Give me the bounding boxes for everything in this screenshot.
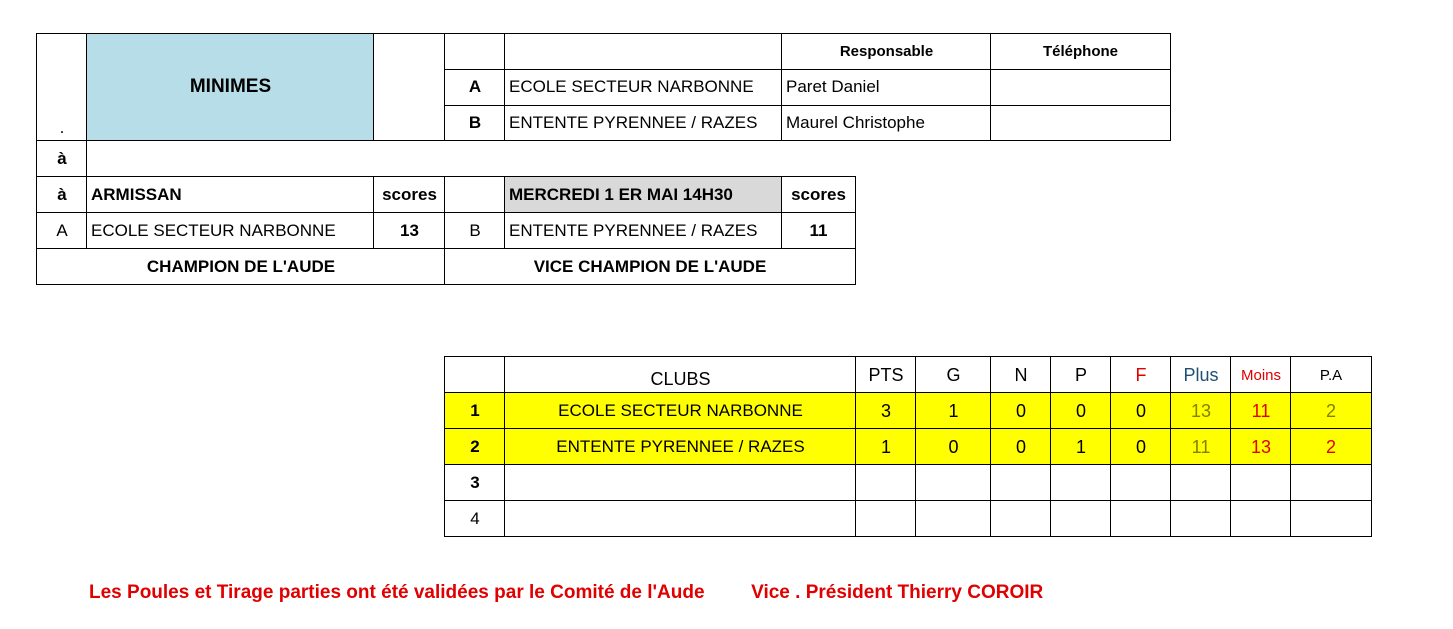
grid-line xyxy=(1170,33,1171,141)
grid-line xyxy=(444,392,1372,393)
table-row-2-g xyxy=(916,429,991,465)
header-pa-label: P.A xyxy=(1319,366,1343,384)
header-clubs-label: CLUBS xyxy=(650,369,711,389)
grid-line xyxy=(855,356,856,537)
grid-line xyxy=(445,69,1171,70)
header-p-label: P xyxy=(1074,364,1087,385)
header-clubs xyxy=(505,357,856,393)
category-label: MINIMES xyxy=(189,76,272,97)
pa-value: 2 xyxy=(1325,436,1336,457)
table-row-1-g xyxy=(916,393,991,429)
row-a-label xyxy=(37,141,87,177)
header-n xyxy=(991,357,1051,393)
header-n-label: N xyxy=(1014,364,1028,385)
table-row-1-rank xyxy=(445,393,505,429)
team-name-b-label: ENTENTE PYRENNEE / RAZES xyxy=(509,113,758,132)
grid-line xyxy=(373,176,374,249)
rank-value: 4 xyxy=(470,509,480,528)
table-row-2-n xyxy=(991,429,1051,465)
pa-value: 2 xyxy=(1325,400,1336,421)
grid-line xyxy=(444,428,1372,429)
venue-cell xyxy=(87,177,374,213)
grid-line xyxy=(1170,356,1171,537)
team-letter-a-label: A xyxy=(468,77,482,96)
table-row-1-f xyxy=(1111,393,1171,429)
responsable-header-label: Responsable xyxy=(839,43,934,60)
grid-line xyxy=(36,140,37,285)
table-row-1-pts xyxy=(856,393,916,429)
grid-line xyxy=(445,105,1171,106)
grid-line xyxy=(444,356,445,537)
grid-line xyxy=(915,356,916,537)
match-team-b-score xyxy=(782,213,855,249)
rank-value: 1 xyxy=(470,401,480,420)
team-letter-a xyxy=(445,69,505,105)
header-pts xyxy=(856,357,916,393)
plus-value: 11 xyxy=(1191,436,1211,457)
row-a-label-text: à xyxy=(57,149,67,168)
club-name: ENTENTE PYRENNEE / RAZES xyxy=(556,437,805,456)
date-label: MERCREDI 1 ER MAI 14H30 xyxy=(509,185,733,204)
team-responsable-a xyxy=(782,69,991,105)
validation-text: Les Poules et Tirage parties ont été validées par le Comité de l'Aude xyxy=(89,582,705,603)
footer-note xyxy=(89,582,1043,604)
venue-label: ARMISSAN xyxy=(91,185,182,204)
grid-line xyxy=(1110,356,1111,537)
dot-mark: . xyxy=(59,118,65,137)
table-row-1-club xyxy=(505,393,856,429)
team-responsable-b-label: Maurel Christophe xyxy=(786,113,925,132)
n-value: 0 xyxy=(1015,400,1026,421)
grid-line xyxy=(36,248,856,249)
table-row-1-moins xyxy=(1231,393,1291,429)
match-team-a-name xyxy=(87,213,374,249)
table-row-3-rank xyxy=(445,465,505,501)
telephone-header-label: Téléphone xyxy=(1042,43,1118,60)
table-row-2-club xyxy=(505,429,856,465)
row-b-label-text: à xyxy=(57,185,67,204)
header-pts-label: PTS xyxy=(868,364,904,385)
grid-line xyxy=(444,464,1372,465)
team-letter-b-label: B xyxy=(468,113,482,132)
team-responsable-b xyxy=(782,105,991,141)
header-f xyxy=(1111,357,1171,393)
scores-header-1-label: scores xyxy=(382,185,437,204)
match-team-a-score xyxy=(374,213,445,249)
pts-value: 1 xyxy=(880,436,891,457)
team-letter-b xyxy=(445,105,505,141)
header-moins-label: Moins xyxy=(1240,366,1281,384)
header-moins xyxy=(1231,357,1291,393)
f-value: 0 xyxy=(1135,400,1146,421)
match-team-a-letter xyxy=(37,213,87,249)
grid-line xyxy=(1290,356,1291,537)
grid-line xyxy=(36,284,856,285)
table-row-2-f xyxy=(1111,429,1171,465)
grid-line xyxy=(1230,356,1231,537)
scores-header-2-label: scores xyxy=(791,185,846,204)
pts-value: 3 xyxy=(880,400,891,421)
grid-line xyxy=(444,536,1372,537)
signature-text: Vice . Président Thierry COROIR xyxy=(751,582,1044,603)
header-f-label: F xyxy=(1135,364,1147,385)
table-row-2-rank xyxy=(445,429,505,465)
p-value: 0 xyxy=(1075,400,1086,421)
header-g xyxy=(916,357,991,393)
rank-value: 3 xyxy=(470,473,480,492)
club-name: ECOLE SECTEUR NARBONNE xyxy=(558,401,803,420)
match-team-b-letter-label: B xyxy=(469,221,481,240)
grid-line xyxy=(444,500,1372,501)
table-row-4-rank xyxy=(445,501,505,537)
grid-line xyxy=(86,140,87,249)
grid-line xyxy=(781,33,782,141)
table-row-1-p xyxy=(1051,393,1111,429)
grid-line xyxy=(36,176,856,177)
table-row-1-pa xyxy=(1291,393,1371,429)
scores-header-1 xyxy=(374,177,445,213)
grid-line xyxy=(444,33,445,141)
p-value: 1 xyxy=(1075,436,1086,457)
grid-line xyxy=(444,176,445,285)
team-name-a xyxy=(505,69,782,105)
header-g-label: G xyxy=(946,364,961,385)
match-team-a-letter-label: A xyxy=(56,221,68,240)
g-value: 0 xyxy=(948,436,959,457)
header-plus-label: Plus xyxy=(1183,364,1219,385)
grid-line xyxy=(990,33,991,141)
match-team-b-name xyxy=(505,213,782,249)
g-value: 1 xyxy=(948,400,959,421)
team-responsable-a-label: Paret Daniel xyxy=(786,77,880,96)
header-pa xyxy=(1291,357,1371,393)
grid-line xyxy=(1050,356,1051,537)
grid-line xyxy=(36,212,856,213)
table-row-2-pa xyxy=(1291,429,1371,465)
table-row-2-moins xyxy=(1231,429,1291,465)
telephone-header xyxy=(991,34,1170,69)
rank-value: 2 xyxy=(470,437,480,456)
champion-label: CHAMPION DE L'AUDE xyxy=(146,257,336,276)
grid-line xyxy=(855,176,856,285)
f-value: 0 xyxy=(1135,436,1146,457)
table-row-2-p xyxy=(1051,429,1111,465)
responsable-header xyxy=(782,34,991,69)
grid-line xyxy=(504,356,505,537)
grid-line xyxy=(504,176,505,249)
grid-line xyxy=(1371,356,1372,537)
grid-line xyxy=(373,33,374,141)
grid-line xyxy=(781,176,782,249)
table-row-2-plus xyxy=(1171,429,1231,465)
scores-header-2 xyxy=(782,177,855,213)
team-name-b xyxy=(505,105,782,141)
grid-line xyxy=(36,140,1171,141)
grid-line xyxy=(504,33,505,141)
grid-line xyxy=(86,33,87,141)
match-team-b-letter xyxy=(445,213,505,249)
table-row-1-n xyxy=(991,393,1051,429)
champion-cell xyxy=(37,249,445,285)
grid-line xyxy=(990,356,991,537)
category-cell xyxy=(87,34,374,140)
date-cell xyxy=(505,177,782,213)
n-value: 0 xyxy=(1015,436,1026,457)
grid-line xyxy=(444,356,1372,357)
team-name-a-label: ECOLE SECTEUR NARBONNE xyxy=(509,77,754,96)
team-telephone-a xyxy=(991,69,1170,105)
table-row-1-plus xyxy=(1171,393,1231,429)
header-p xyxy=(1051,357,1111,393)
plus-value: 13 xyxy=(1190,400,1212,421)
match-team-b-score-value: 11 xyxy=(809,221,828,240)
header-plus xyxy=(1171,357,1231,393)
row-b-label xyxy=(37,177,87,213)
grid-line xyxy=(36,33,37,141)
match-team-b-name-label: ENTENTE PYRENNEE / RAZES xyxy=(509,221,758,240)
grid-line xyxy=(36,33,1171,34)
moins-value: 13 xyxy=(1250,436,1272,457)
table-row-2-pts xyxy=(856,429,916,465)
vice-champion-label: VICE CHAMPION DE L'AUDE xyxy=(533,257,767,276)
team-telephone-b xyxy=(991,105,1170,141)
vice-champion-cell xyxy=(445,249,855,285)
match-team-a-score-value: 13 xyxy=(400,221,419,240)
moins-value: 11 xyxy=(1251,400,1271,421)
dot-cell xyxy=(37,116,87,140)
match-team-a-name-label: ECOLE SECTEUR NARBONNE xyxy=(91,221,336,240)
